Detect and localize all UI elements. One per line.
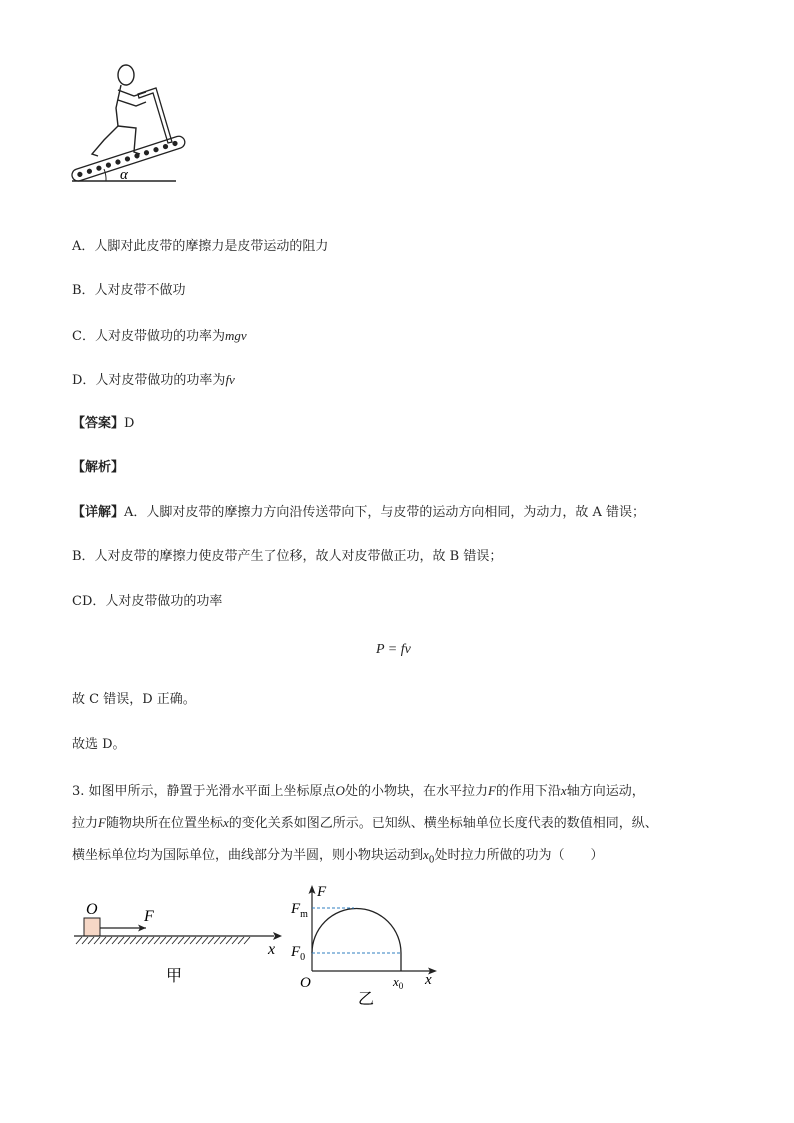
q3-l3-sub: 0 <box>428 855 435 866</box>
person-figure <box>92 65 146 156</box>
detail-b-text: B．人对皮带的摩擦力使皮带产生了位移，故人对皮带做正功，故 B 错误； <box>72 549 503 564</box>
q3-l2-c: 的变化关系如图乙所示。已知纵、横坐标轴单位长度代表的数值相同，纵、 <box>228 816 658 831</box>
origin-label-yi: O <box>300 975 311 991</box>
figure-jia <box>68 892 288 992</box>
y-axis-label: F <box>317 884 327 900</box>
x0-label: $x_0$ <box>393 974 404 991</box>
option-a-text: A．人脚对此皮带的摩擦力是皮带运动的阻力 <box>72 239 329 254</box>
detail-line-cd <box>72 592 222 612</box>
origin-label: O <box>86 901 98 918</box>
option-d <box>72 370 235 391</box>
treadmill-figure <box>66 58 186 188</box>
option-b-text: B．人对皮带不做功 <box>72 283 186 298</box>
fm-label: $F_m$ <box>291 901 308 920</box>
belt <box>70 135 186 183</box>
q3-l2-a: 拉力 <box>72 816 99 831</box>
q3-l1-d: 轴方向运动， <box>566 784 645 799</box>
q3-l3-a: 横坐标单位均为国际单位，曲线部分为半圆，则小物块运动到 <box>72 848 424 863</box>
handrail <box>138 88 172 143</box>
detail-line-a <box>72 503 645 523</box>
answer-value: D <box>124 416 135 431</box>
caption-yi: 乙 <box>358 991 375 1008</box>
axis-arrowhead <box>273 932 282 940</box>
detail-choice <box>72 735 126 755</box>
option-d-text: D．人对皮带做功的功率为 <box>72 373 226 388</box>
q3-l1-a: 3. 如图甲所示，静置于光滑水平面上坐标原点 <box>72 784 336 799</box>
angle-arc <box>104 169 106 181</box>
q3-l1-o: O <box>335 783 345 798</box>
q3-l2-f: F <box>98 815 106 830</box>
power-formula <box>376 640 411 660</box>
x-axis-label-yi: x <box>425 972 432 988</box>
q3-line-3 <box>72 845 604 871</box>
detail-tag: 【详解】 <box>72 505 125 520</box>
q3-line-2 <box>72 813 658 834</box>
formula-text: P = fv <box>376 642 411 657</box>
q3-line-1 <box>72 781 645 802</box>
option-c-text: C．人对皮带做功的功率为 <box>72 329 225 344</box>
option-d-math: fv <box>225 372 235 387</box>
detail-conclusion <box>72 690 196 710</box>
detail-a-text: A．人脚对皮带的摩擦力方向沿传送带向下，与皮带的运动方向相同，为动力，故 A 错误； <box>124 505 646 520</box>
caption-jia: 甲 <box>166 968 183 985</box>
option-a <box>72 237 328 257</box>
q3-l3-b: 处时拉力所做的功为（ ） <box>434 848 604 863</box>
q3-l1-c: 的作用下沿 <box>495 784 561 799</box>
ground-hatch <box>76 937 250 944</box>
answer-tag: 【答案】 <box>72 416 125 431</box>
q3-l2-b: 随物块所在位置坐标 <box>105 816 223 831</box>
block <box>84 918 100 936</box>
option-c <box>72 326 247 347</box>
q3-l1-x: x <box>560 783 567 798</box>
angle-label: α <box>120 167 128 183</box>
q3-l3-x: x <box>423 847 429 862</box>
choice-text: 故选 D。 <box>72 737 126 752</box>
q3-l1-b: 处的小物块，在水平拉力 <box>344 784 488 799</box>
q3-l1-f: F <box>487 783 496 798</box>
force-label: F <box>144 908 154 925</box>
x-axis-label: x <box>268 941 276 958</box>
detail-line-b <box>72 547 502 567</box>
option-b <box>72 281 186 301</box>
f0-label: $F_0$ <box>291 944 306 963</box>
analysis-tag: 【解析】 <box>72 460 125 475</box>
answer-line <box>72 414 134 434</box>
option-c-math: mgv <box>224 328 247 343</box>
detail-cd-text: CD．人对皮带做功的功率 <box>72 594 223 609</box>
conclusion-text: 故 C 错误，D 正确。 <box>72 692 196 707</box>
analysis-line <box>72 458 124 478</box>
figure-yi <box>282 880 452 1010</box>
q3-l2-x: x <box>222 815 229 830</box>
force-curve <box>312 909 401 972</box>
